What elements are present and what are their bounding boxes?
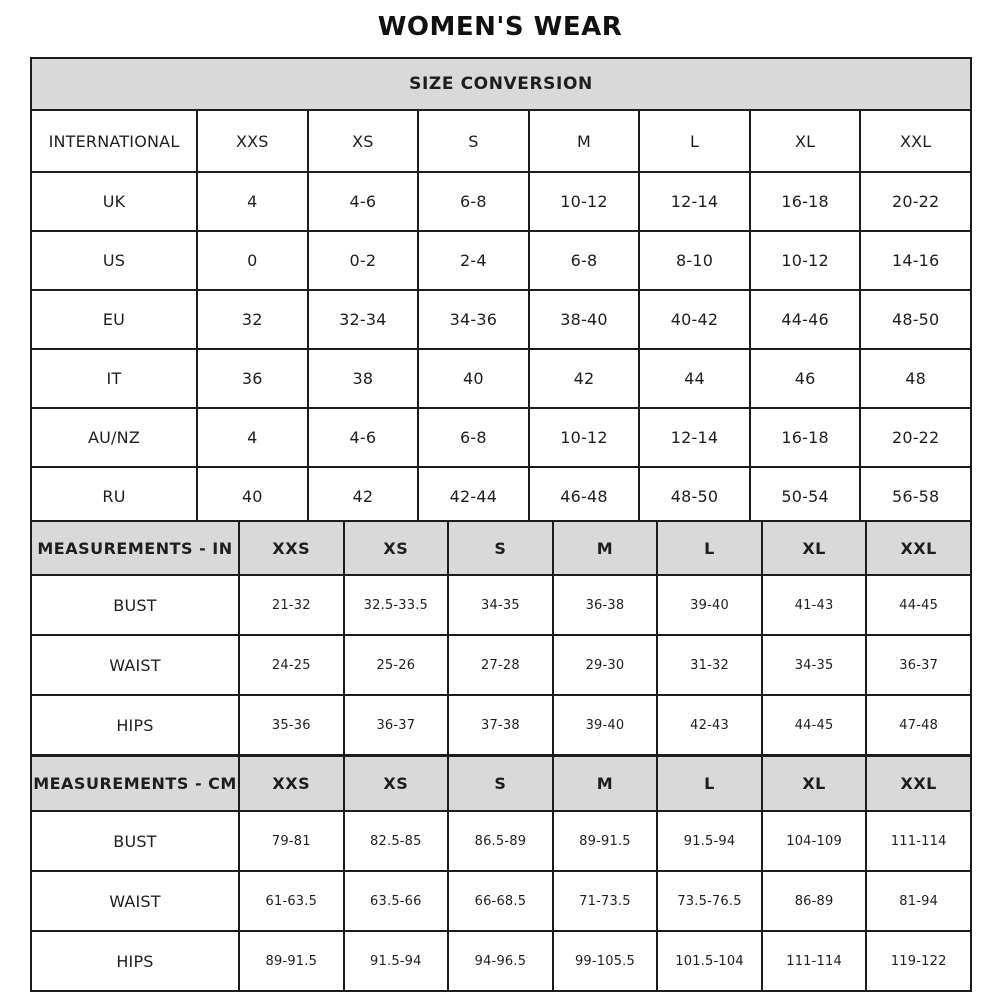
- measure-cell: 31-32: [657, 635, 762, 695]
- measure-cell: 34-35: [762, 635, 867, 695]
- size-cell: 50-54: [750, 467, 861, 526]
- row-label: EU: [31, 290, 197, 349]
- size-cell: 56-58: [860, 467, 971, 526]
- measure-cell: 82.5-85: [344, 811, 449, 871]
- row-label: BUST: [31, 811, 239, 871]
- column-header: M: [553, 521, 658, 575]
- column-header: XL: [750, 110, 861, 172]
- measure-cell: 111-114: [866, 811, 971, 871]
- column-header-row: [31, 110, 971, 172]
- row-label: WAIST: [31, 871, 239, 931]
- size-cell: 4: [197, 172, 308, 231]
- size-cell: 6-8: [418, 172, 529, 231]
- measure-cell: 39-40: [657, 575, 762, 635]
- size-cell: 38-40: [529, 290, 640, 349]
- column-header: S: [448, 756, 553, 811]
- table-row: [31, 290, 971, 349]
- column-header: XL: [762, 756, 867, 811]
- size-cell: 42-44: [418, 467, 529, 526]
- table-row: [31, 931, 971, 991]
- measure-cell: 94-96.5: [448, 931, 553, 991]
- size-cell: 48: [860, 349, 971, 408]
- measure-cell: 81-94: [866, 871, 971, 931]
- size-cell: 0-2: [308, 231, 419, 290]
- column-header: XS: [344, 521, 449, 575]
- measure-cell: 44-45: [762, 695, 867, 755]
- column-header: XXS: [239, 756, 344, 811]
- table-row: [31, 695, 971, 755]
- row-label: RU: [31, 467, 197, 526]
- table-row: [31, 408, 971, 467]
- size-cell: 6-8: [418, 408, 529, 467]
- column-header-row: [31, 756, 971, 811]
- measure-cell: 36-38: [553, 575, 658, 635]
- column-header: L: [657, 521, 762, 575]
- size-cell: 4-6: [308, 408, 419, 467]
- size-cell: 34-36: [418, 290, 529, 349]
- measure-cell: 36-37: [866, 635, 971, 695]
- size-cell: 4-6: [308, 172, 419, 231]
- size-cell: 36: [197, 349, 308, 408]
- size-cell: 2-4: [418, 231, 529, 290]
- size-cell: 10-12: [529, 172, 640, 231]
- size-cell: 38: [308, 349, 419, 408]
- column-header: XXS: [197, 110, 308, 172]
- measure-cell: 101.5-104: [657, 931, 762, 991]
- size-cell: 6-8: [529, 231, 640, 290]
- measure-cell: 119-122: [866, 931, 971, 991]
- measure-cell: 61-63.5: [239, 871, 344, 931]
- size-cell: 20-22: [860, 408, 971, 467]
- column-header: M: [553, 756, 658, 811]
- table-row: [31, 467, 971, 526]
- size-cell: 48-50: [639, 467, 750, 526]
- column-header: XXS: [239, 521, 344, 575]
- size-cell: 8-10: [639, 231, 750, 290]
- measure-cell: 86.5-89: [448, 811, 553, 871]
- measure-cell: 86-89: [762, 871, 867, 931]
- measurements-cm-table: [30, 755, 972, 992]
- measure-cell: 73.5-76.5: [657, 871, 762, 931]
- column-header: L: [639, 110, 750, 172]
- table-title: MEASUREMENTS - IN: [31, 521, 239, 575]
- column-header: XXL: [866, 521, 971, 575]
- size-cell: 42: [308, 467, 419, 526]
- label-column-header: INTERNATIONAL: [31, 110, 197, 172]
- column-header: XL: [762, 521, 867, 575]
- measure-cell: 21-32: [239, 575, 344, 635]
- measure-cell: 25-26: [344, 635, 449, 695]
- size-cell: 16-18: [750, 408, 861, 467]
- size-cell: 12-14: [639, 172, 750, 231]
- table-header-row: [31, 58, 971, 110]
- size-cell: 20-22: [860, 172, 971, 231]
- table-title: MEASUREMENTS - CM: [31, 756, 239, 811]
- column-header-row: [31, 521, 971, 575]
- size-cell: 32: [197, 290, 308, 349]
- measure-cell: 34-35: [448, 575, 553, 635]
- column-header: S: [448, 521, 553, 575]
- size-cell: 16-18: [750, 172, 861, 231]
- size-cell: 46: [750, 349, 861, 408]
- measure-cell: 91.5-94: [344, 931, 449, 991]
- table-row: [31, 635, 971, 695]
- page-title: WOMEN'S WEAR: [377, 12, 623, 42]
- table-row: [31, 811, 971, 871]
- measure-cell: 36-37: [344, 695, 449, 755]
- size-conversion-table: [30, 57, 972, 527]
- column-header: XXL: [860, 110, 971, 172]
- table-row: [31, 349, 971, 408]
- column-header: XXL: [866, 756, 971, 811]
- measure-cell: 79-81: [239, 811, 344, 871]
- size-cell: 42: [529, 349, 640, 408]
- measure-cell: 47-48: [866, 695, 971, 755]
- column-header: M: [529, 110, 640, 172]
- measurements-in-table: [30, 520, 972, 756]
- measure-cell: 66-68.5: [448, 871, 553, 931]
- row-label: BUST: [31, 575, 239, 635]
- row-label: US: [31, 231, 197, 290]
- size-cell: 14-16: [860, 231, 971, 290]
- table-row: [31, 871, 971, 931]
- measure-cell: 63.5-66: [344, 871, 449, 931]
- row-label: IT: [31, 349, 197, 408]
- table-title: SIZE CONVERSION: [31, 58, 971, 110]
- measure-cell: 44-45: [866, 575, 971, 635]
- measure-cell: 71-73.5: [553, 871, 658, 931]
- measure-cell: 39-40: [553, 695, 658, 755]
- size-cell: 44-46: [750, 290, 861, 349]
- row-label: UK: [31, 172, 197, 231]
- column-header: XS: [344, 756, 449, 811]
- size-cell: 0: [197, 231, 308, 290]
- column-header: L: [657, 756, 762, 811]
- size-cell: 4: [197, 408, 308, 467]
- measure-cell: 89-91.5: [239, 931, 344, 991]
- size-cell: 12-14: [639, 408, 750, 467]
- measure-cell: 99-105.5: [553, 931, 658, 991]
- row-label: AU/NZ: [31, 408, 197, 467]
- row-label: HIPS: [31, 695, 239, 755]
- column-header: XS: [308, 110, 419, 172]
- size-cell: 40: [418, 349, 529, 408]
- size-cell: 40-42: [639, 290, 750, 349]
- measure-cell: 27-28: [448, 635, 553, 695]
- size-cell: 32-34: [308, 290, 419, 349]
- table-row: [31, 575, 971, 635]
- measure-cell: 37-38: [448, 695, 553, 755]
- measure-cell: 41-43: [762, 575, 867, 635]
- size-cell: 48-50: [860, 290, 971, 349]
- measure-cell: 29-30: [553, 635, 658, 695]
- measure-cell: 91.5-94: [657, 811, 762, 871]
- size-cell: 10-12: [750, 231, 861, 290]
- measure-cell: 32.5-33.5: [344, 575, 449, 635]
- size-cell: 44: [639, 349, 750, 408]
- column-header: S: [418, 110, 529, 172]
- measure-cell: 24-25: [239, 635, 344, 695]
- table-row: [31, 172, 971, 231]
- table-row: [31, 231, 971, 290]
- row-label: WAIST: [31, 635, 239, 695]
- size-cell: 10-12: [529, 408, 640, 467]
- row-label: HIPS: [31, 931, 239, 991]
- measure-cell: 89-91.5: [553, 811, 658, 871]
- measure-cell: 111-114: [762, 931, 867, 991]
- size-cell: 40: [197, 467, 308, 526]
- size-cell: 46-48: [529, 467, 640, 526]
- measure-cell: 104-109: [762, 811, 867, 871]
- measure-cell: 42-43: [657, 695, 762, 755]
- measure-cell: 35-36: [239, 695, 344, 755]
